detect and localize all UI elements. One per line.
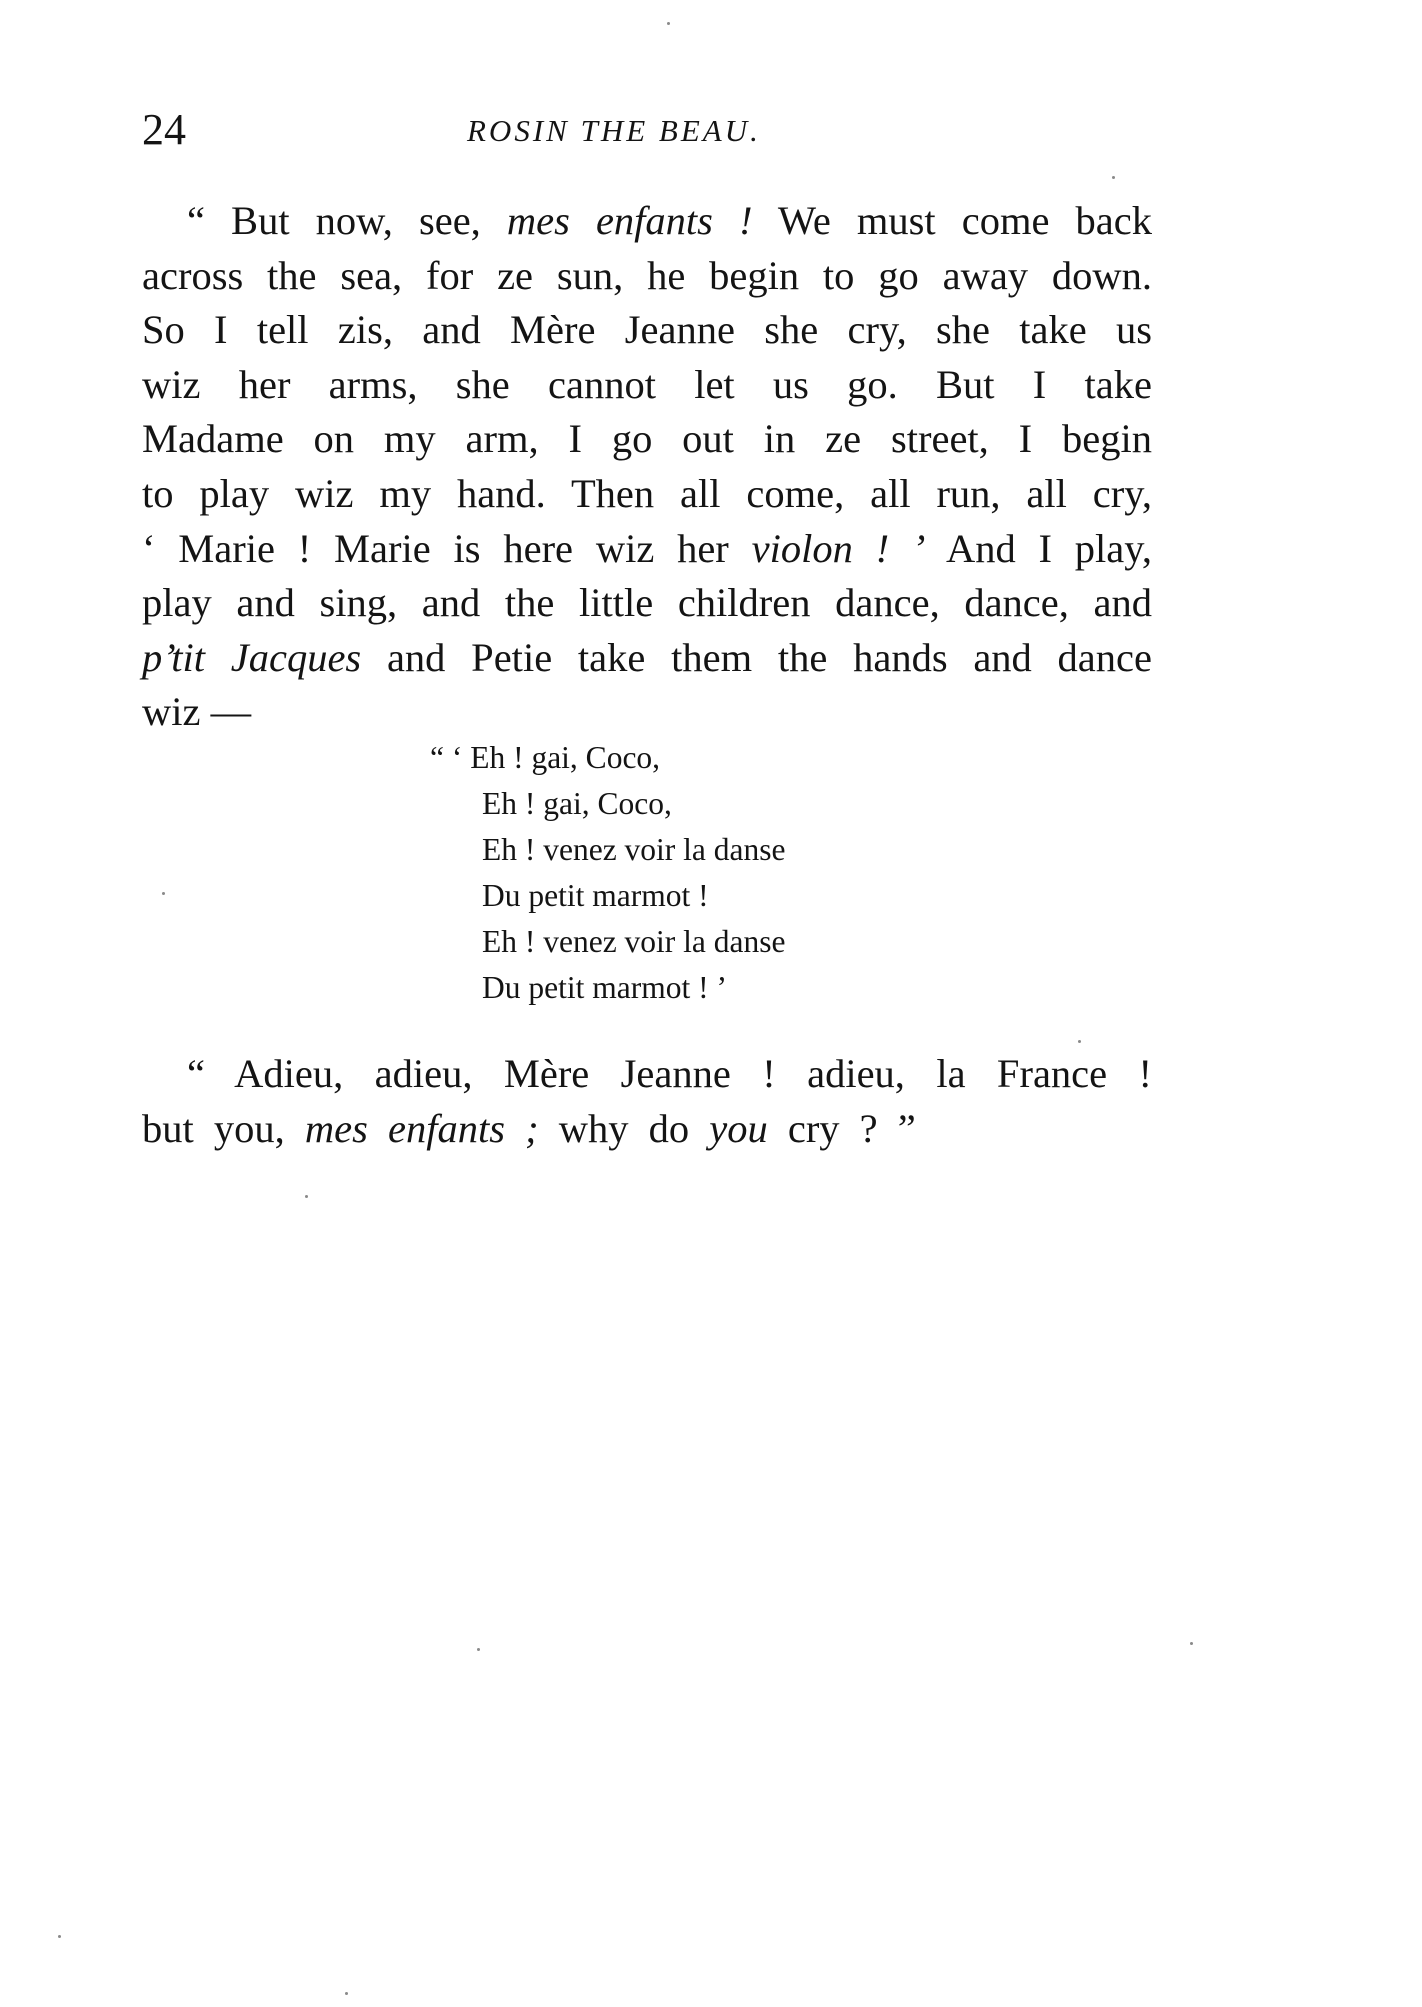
- text-line: “ Adieu, adieu, Mère Jeanne ! adieu, la France !: [187, 1051, 1152, 1096]
- paragraph-1: [142, 194, 1152, 740]
- paper-speck: [305, 1195, 308, 1198]
- verse-line: Eh ! venez voir la danse: [482, 924, 786, 959]
- paper-speck: [477, 1648, 480, 1651]
- paper-speck: [162, 892, 165, 895]
- paper-speck: [345, 1992, 348, 1995]
- verse-line: Eh ! venez voir la danse: [482, 832, 786, 867]
- verse-line: Eh ! gai, Coco,: [482, 786, 672, 821]
- text-line: ‘ Marie ! Marie is here wiz her violon ! ’ And I play,: [142, 525, 1152, 571]
- paper-speck: [1112, 176, 1115, 179]
- verse-line: Du petit marmot !: [482, 878, 709, 913]
- paper-speck: [1078, 1040, 1081, 1043]
- paper-speck: [667, 22, 670, 25]
- text-line: play and sing, and the little children dance, dance, and: [142, 580, 1152, 626]
- text-line: across the sea, for ze sun, he begin to go away down.: [142, 252, 1152, 298]
- text-line: but you, mes enfants ; why do you cry ? ”: [142, 1105, 916, 1151]
- text-line: So I tell zis, and Mère Jeanne she cry, she take us: [142, 307, 1152, 353]
- verse-line: Du petit marmot ! ’: [482, 970, 727, 1005]
- running-title: ROSIN THE BEAU.: [467, 113, 761, 148]
- page-header: [142, 105, 1152, 155]
- paragraph-2: [142, 1047, 1152, 1156]
- text-line: wiz —: [142, 689, 252, 735]
- text-line: p’tit Jacques and Petie take them the hands and dance: [142, 634, 1152, 680]
- song-verse: [430, 735, 786, 1011]
- paper-speck: [58, 1935, 61, 1938]
- paper-speck: [1190, 1642, 1193, 1645]
- text-line: “ But now, see, mes enfants ! We must come back: [187, 198, 1152, 243]
- page-number: 24: [142, 105, 186, 154]
- text-line: wiz her arms, she cannot let us go. But I take: [142, 361, 1152, 407]
- verse-line: “ ‘ Eh ! gai, Coco,: [430, 740, 661, 775]
- text-line: to play wiz my hand. Then all come, all run, all cry,: [142, 470, 1152, 516]
- text-line: Madame on my arm, I go out in ze street, I begin: [142, 416, 1152, 462]
